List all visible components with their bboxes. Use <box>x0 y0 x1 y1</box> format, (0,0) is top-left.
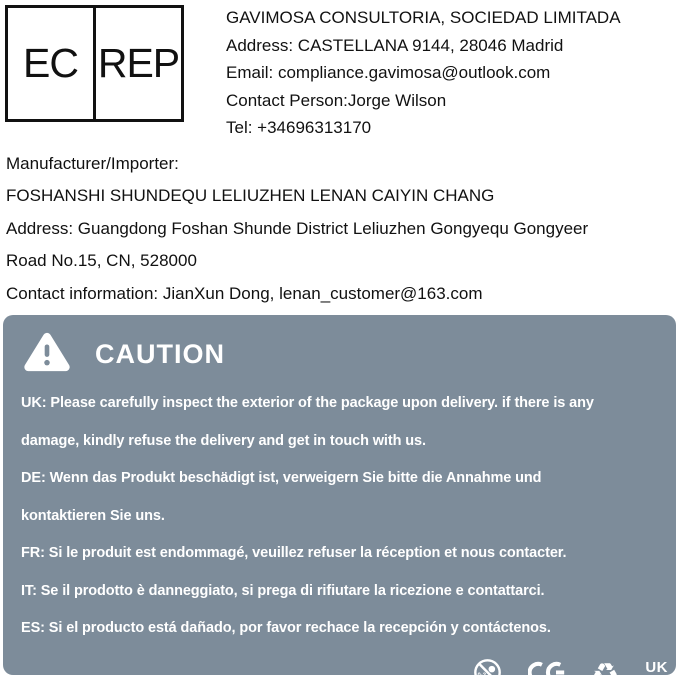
warning-triangle-icon <box>23 329 71 380</box>
representative-tel: Tel: +34696313170 <box>226 118 372 137</box>
ukca-bottom-label: CA <box>645 671 668 689</box>
representative-address: Address: CASTELLANA 9144, 28046 Madrid <box>226 35 564 55</box>
ukca-mark-icon <box>645 659 668 689</box>
caution-title: CAUTION <box>95 339 225 369</box>
manufacturer-name: FOSHANSHI SHUNDEQU LELIUZHEN LENAN CAIYIN CHANG <box>6 186 495 205</box>
caution-text-it: IT: Se il prodotto è danneggiato, si prega di rifiutare la ricezione e contattarci. <box>21 582 545 599</box>
svg-text:0-3: 0-3 <box>476 672 486 679</box>
caution-text-uk-line2: damage, kindly refuse the delivery and get in touch with us. <box>21 432 426 449</box>
caution-text-de-line1: DE: Wenn das Produkt beschädigt ist, verweigern Sie bitte die Annahme und <box>21 470 542 486</box>
representative-info <box>226 4 621 142</box>
manufacturer-info <box>0 148 679 311</box>
recycling-icon: ♻ <box>591 656 620 692</box>
header-section <box>0 0 679 142</box>
manufacturer-heading: Manufacturer/Importer: <box>6 153 179 173</box>
manufacturer-contact: Contact information: JianXun Dong, lenan_customer@163.com <box>6 283 483 303</box>
caution-header <box>23 329 658 380</box>
representative-email: Email: compliance.gavimosa@outlook.com <box>226 63 551 82</box>
representative-contact-person: Contact Person:Jorge Wilson <box>226 90 447 110</box>
caution-panel <box>3 315 676 692</box>
manufacturer-address-line2: Road No.15, CN, 528000 <box>6 251 197 270</box>
ce-mark-icon <box>528 660 566 690</box>
caution-text-es: ES: Si el producto está dañado, por favor rechace la recepción y contáctenos. <box>21 620 551 636</box>
ukca-top-label: UK <box>645 659 668 676</box>
ec-rep-left-cell: EC <box>8 8 96 119</box>
manufacturer-address-line1: Address: Guangdong Foshan Shunde District Leliuzhen Gongyequ Gongyeer <box>6 218 589 238</box>
ec-rep-right-cell: REP <box>97 40 180 86</box>
caution-text-uk-line1: UK: Please carefully inspect the exterior of the package upon delivery. if there is any <box>21 395 594 411</box>
ec-rep-symbol <box>5 5 184 122</box>
caution-text-de-line2: kontaktieren Sie uns. <box>21 507 165 524</box>
caution-text-fr: FR: Si le produit est endommagé, veuillez refuser la réception et nous contacter. <box>21 545 567 561</box>
certification-icons-row <box>21 658 668 692</box>
age-warning-0-3-icon <box>473 658 502 692</box>
representative-company: GAVIMOSA CONSULTORIA, SOCIEDAD LIMITADA <box>226 8 621 27</box>
